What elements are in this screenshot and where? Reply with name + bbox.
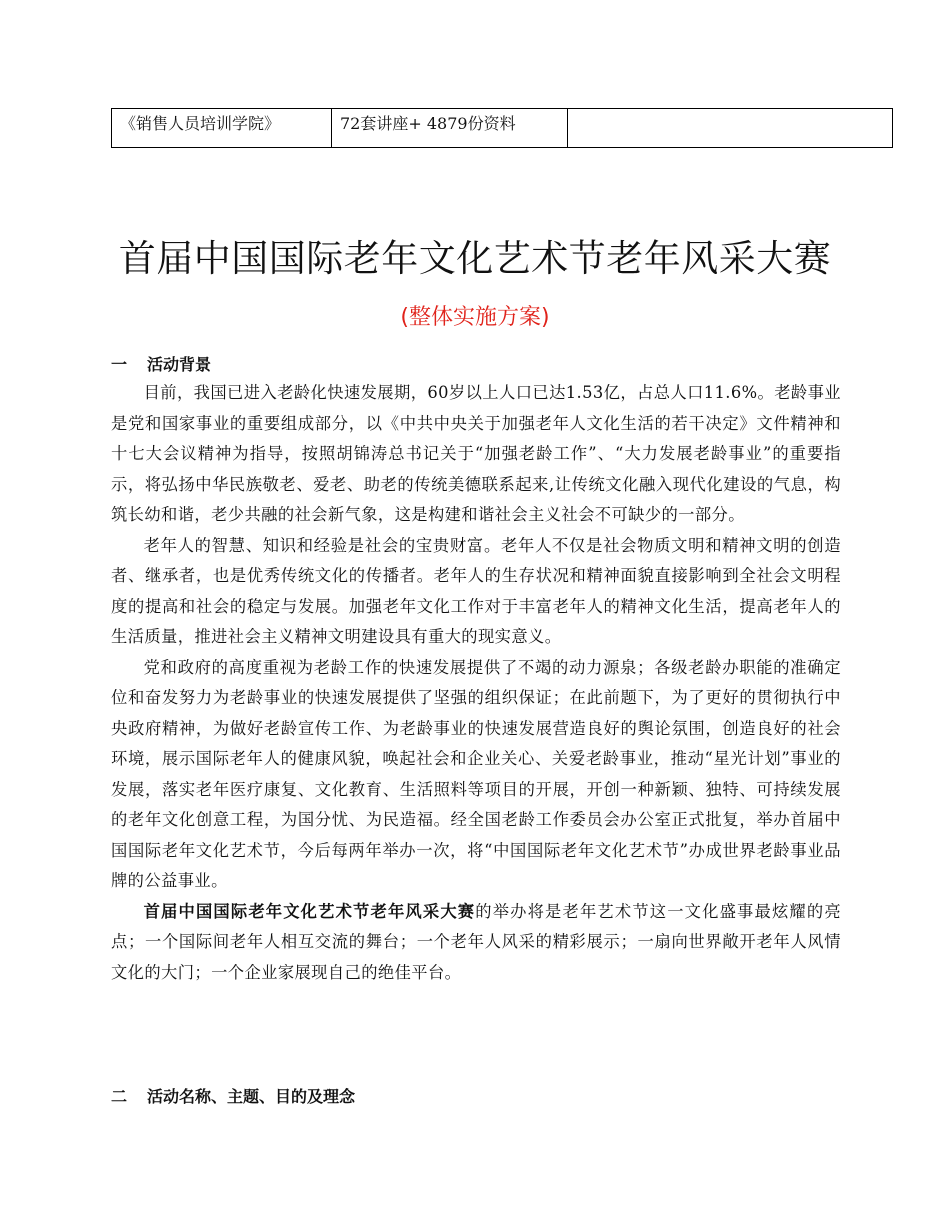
paragraph-3: 党和政府的高度重视为老龄工作的快速发展提供了不竭的动力源泉；各级老龄办职能的准确定位和奋发努力为老龄事业的快速发展提供了坚强的组织保证；在此前题下，为了更好的贯彻执行中央政府精神，为做好老龄宣传工作、为老龄事业的快速发展营造良好的舆论氛围，创造良好的社会环境，展示国际老年人的健康风貌，唤起社会和企业关心、关爱老龄事业，推动“星光计划”事业的发展，落实老年医疗康复、文化教育、生活照料等项目的开展，开创一种新颖、独特、可持续发展的老年文化创意工程，为国分忧、为民造福。经全国老龄工作委员会办公室正式批复，举办首届中国国际老年文化艺术节，今后每两年举办一次，将“中国国际老年文化艺术节”办成世界老龄事业品牌的公益事业。	[111, 657, 841, 890]
section-number: 二	[111, 1087, 128, 1106]
background-body	[111, 378, 841, 988]
document-subtitle: (整体实施方案)	[400, 305, 550, 330]
section-heading-name-theme	[111, 1084, 355, 1107]
header-cell-materials: 72套讲座+ 4879份资料	[332, 109, 568, 148]
header-cell-academy: 《销售人员培训学院》	[112, 109, 332, 148]
paragraph-4	[111, 897, 841, 989]
section-heading-background	[111, 352, 211, 375]
event-name-bold: 首届中国国际老年文化艺术节老年风采大赛	[143, 901, 476, 921]
header-cell-empty	[568, 109, 893, 148]
paragraph-2: 老年人的智慧、知识和经验是社会的宝贵财富。老年人不仅是社会物质文明和精神文明的创造者、继承者，也是优秀传统文化的传播者。老年人的生存状况和精神面貌直接影响到全社会文明程度的提高和社会的稳定与发展。加强老年文化工作对于丰富老年人的精神文化生活，提高老年人的生活质量，推进社会主义精神文明建设具有重大的现实意义。	[111, 535, 841, 646]
paragraph-1: 目前，我国已进入老龄化快速发展期，60岁以上人口已达1.53亿，占总人口11.6%。老龄事业是党和国家事业的重要组成部分，以《中共中央关于加强老年人文化生活的若干决定》文件精神和十七大会议精神为指导，按照胡锦涛总书记关于“加强老龄工作”、“大力发展老龄事业”的重要指示，将弘扬中华民族敬老、爱老、助老的传统美德联系起来,让传统文化融入现代化建设的气息，构筑长幼和谐，老少共融的社会新气象，这是构建和谐社会主义社会不可缺少的一部分。	[111, 383, 841, 524]
document-title: 首届中国国际老年文化艺术节老年风采大赛	[118, 237, 832, 280]
header-table-row	[112, 109, 893, 148]
section-number: 一	[111, 355, 128, 374]
section-title: 活动名称、主题、目的及理念	[147, 1087, 356, 1106]
paragraph-4-text: 的举办将是老年艺术节这一文化盛事最炫耀的亮点；一个国际间老年人相互交流的舞台；一个老年人风采的精彩展示；一扇向世界敞开老年人风情文化的大门；一个企业家展现自己的绝佳平台。	[111, 901, 841, 982]
header-table	[111, 108, 893, 148]
section-title: 活动背景	[147, 355, 212, 374]
